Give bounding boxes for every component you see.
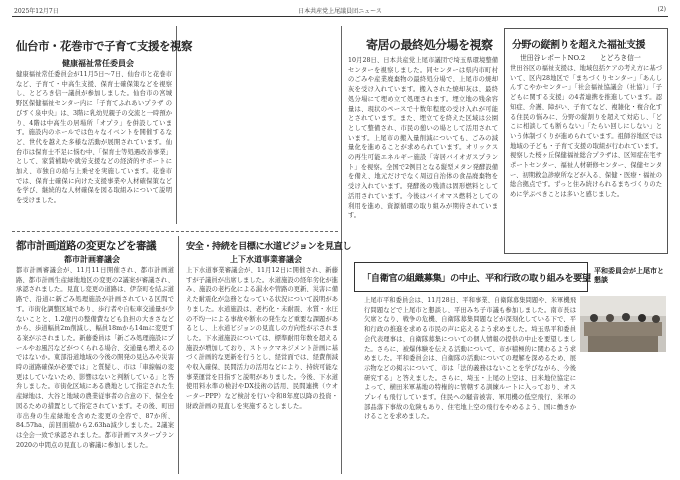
article3-subhead: 上下水道事業審議会 <box>230 254 302 264</box>
article5-byline: とどろき信一 <box>600 54 641 62</box>
article4-body: 10月28日、日本共産党上尾市議団で埼玉県環境整備センターを視察しました。同センターは県内市町村のごみや産業廃棄物の最終処分場で、上尾市の焼却灰を受け入れています。搬入された焼却灰は、最終処分場にて埋め立て処理されます。埋立地の残余容量は、現状のペースで十数年程度の受け入れが可能とされています。また、埋立てを終えた区域は公園として整備され、市民の憩いの場として活用されています。上尾市の搬入量削減についても、ごみの減量化を進めることが求められています。オリックスの再生可能エネルギー施設「寄居バイオガスプラント」を視察。全国で2例目となる縦型メタン発酵設備を備え、地元だけでなく周辺自治体の食品廃棄物を受け入れています。発酵後の残渣は固形燃料として活用されています。今後はバイオマス燃料としての利用を進め、資源循環の取り組みが期待されています。 <box>348 57 498 220</box>
page-number: (2) <box>657 6 666 13</box>
article3-headline: 安全・持続を目標に水道ビジョンを見直し <box>186 241 351 252</box>
article5-body: 世田谷区の福祉支援は、地域包括ケアの考え方に基づいて、区内28地区で「まちづくりセンター」「あんしんすこやかセンター」「社会福祉協議会（社協）」「子どもに関する支援」の4者連携を推進しています。認知症、介護、障がい、子育てなど、複雑化・複合化する住民の悩みに、分野の縦割りを超えて対応し、「どこに相談しても断らない」「たらい回しにしない」という体制づくりが進められています。祖師谷地区では地域の子ども・子育て支援の取組が行われています。視察した桜ヶ丘保健福祉総合プラザは、区知症在宅サポートセンター、福祉人材研修センター、保健センター、初期救急診療所などが入る、保健・医療・福祉の総合拠点です。ずっと住み続けられるまちづくりのために学ぶべきことは多いと感じました。 <box>510 65 662 199</box>
article4-headline: 寄居の最終処分場を視察 <box>366 38 493 52</box>
header-rule <box>12 16 668 17</box>
article2-headline: 都市計画道路の変更などを審議 <box>16 240 156 252</box>
left-section-divider <box>12 231 338 232</box>
article2-body: 都市計画審議会が、11月11日開催され、都市計画道路、都市計画生産緑地地区の変更の2議案が審議され、承認されました。見直し変更の道路は、伊奈町を結ぶ道路で、沿道に新ごみ処理施設が計画されている区間です。市街化調整区域であり、歩行者や自転車交通量が少ないことと、1.2億円の整備費なども負担の大きさなどから、歩道幅員2m削減し、幅員18mから14mに変更する案が示されました。新藤委員は「新ごみ処理施設にプールやお風呂などがつくられる場合、交通量も増えるのではないか。東部沿道地域の今後の開発の見込みや災害時の道路確保が必要では」と質疑し、市は「車線幅の変更はしていないため、影響はないと判断している」と答弁しました。市街化区域にある農地として指定された生産緑地は、大谷と地域の農業従事者の合意の下、保全を図るための措置として指定されています。その後、町田市出身の生産緑地を含めた変更の全容で、87か所、84.57ha、前回面積から2.63ha減少しました。2議案は全会一致で承認されました。都市計画マスタープラン2020の中間点の見直しの審議に参加しました。 <box>16 267 174 449</box>
article6-headline: 「自衛官の組織募集」の中止、平和行政の取り組みを要望 <box>362 273 591 284</box>
article1-body-cont <box>182 28 338 228</box>
article1-headline: 仙台市・花巻市で子育て支援を視察 <box>16 39 192 53</box>
article1-body: 健康福祉常任委員会が11月5日～7日、仙台市と花巻市など、子育て・中高生支援、保育士確保策などを視察し、とどろき信一議員が参加しました。仙台市の宮城野区保健福祉センター内に「子育てふれあいプラザ のびすく泉中央」は、3階に乳幼児親子の交流と一時預かり、4階は中高生の居場所「オプラ」を併設しています。施設内のホールでは色々なイベントを開催するなど、世代を越えた多様な活動が展開されています。仙台市は保育士不足に悩む中、「保育士等処遇改善事業」として、家賃補助や就労支援などの経済的サポートに加え、市独自の給与上乗せを実施しています。花巻市では、保育士確保に向けた支援事業や人材確保策などを学び、継続的な人材確保を図る取組みについて説明を受けました。 <box>16 71 172 205</box>
article1-subhead: 健康福祉常任委員会 <box>62 58 134 68</box>
article5-headline: 分野の縦割りを超えた福祉支援 <box>512 40 645 51</box>
issue-date: 2025年12月7日 <box>14 8 59 15</box>
article6-body: 上尾市平和委員会は、11月28日、平和事業、自衛隊募集問題や、米軍機飛行問題などで上尾市と懇談し、平田みち子市議も参加しました。南市長は欠席となり、戦争の危機、自衛隊募集問題などが深刻化している下で、平和行政の推進を求める市民の声に応えるよう求めました。埼玉県平和委員会代表理事は、自衛隊募集についての個人情報の提供の中止を要望しました。さらに、被爆体験を伝える活動について、市が積極的に関わるよう求めました。平和委員会は、自衛隊の活動についての理解を深めるため、展示物などの掲示について、市は「法的義務はないことを学びながら、今後研究する」と答えました。さらに、埼玉・上尾の上空は、日米地位協定によって、横田米軍基地の特権的に管轄する訓練ルートに入っており、オスプレイも飛行しています。住民への騒音被害、軍用機の低空飛行、米軍の部品落下事故の危険もあり、住宅地上空の飛行をやめるよう、国に働きかけることを求めました。 <box>364 297 576 421</box>
left-divider <box>176 26 177 224</box>
newsletter-title: 日本共産党上尾議員団ニュース <box>298 8 382 15</box>
meeting-photo <box>580 296 666 352</box>
article3-body: 上下水道事業審議会が、11月12日に開催され、新藤すが子議員が出席しました。水道施設の経年劣化が進み、施設の老朽化による漏水や管路の更新、災害に備えた耐震化が急務となっている状況について説明がありました。水道施設は、老朽化・未耐震、水質・水圧の不均一による事故や断水の発生など重要な課題があるとし、上水道ビジョンの見直しの方向性が示されました。下水道施設については、標準耐用年数を超える施設が増加しており、ストックマネジメント計画に基づく計画的な更新を行うとし、経営面では、経費削減や収入確保、民間活力の活用などにより、持続可能な事業運営を目指すと説明がありました。今後、下水道使用料水準の検討やDX技術の活用、民間連携（ウオーターPPP）など検討を行い令和8年度以降の投資・財政計画の見直しを実施するとしました。 <box>186 267 338 410</box>
article2-subhead: 都市計画審議会 <box>64 254 120 264</box>
article6-side-caption: 平和委員会が上尾市と懇談 <box>594 266 664 284</box>
lower-left-divider <box>178 236 179 474</box>
article5-subhead: 世田谷レポートNO.2 <box>520 54 586 62</box>
